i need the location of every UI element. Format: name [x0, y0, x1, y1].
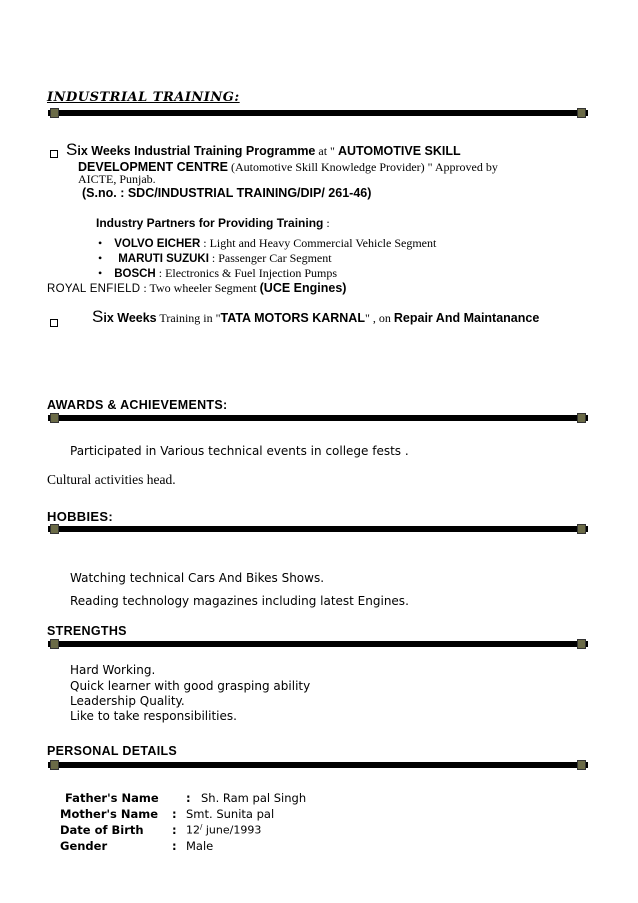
- industrial-training-heading: INDUSTRIAL TRAINING:: [47, 90, 240, 105]
- section-divider: [48, 415, 588, 421]
- training-item-2: Six Weeks Training in "TATA MOTORS KARNAL" , on Repair And Maintanance: [92, 307, 540, 326]
- personal-label-dob: Date of Birth: [60, 823, 144, 837]
- personal-colon: :: [172, 823, 177, 837]
- awards-heading: AWARDS & ACHIEVEMENTS:: [47, 398, 228, 412]
- awards-line: Cultural activities head.: [47, 472, 176, 487]
- section-divider: [48, 762, 588, 768]
- strength-item: Leadership Quality.: [70, 694, 185, 708]
- hobby-item: Watching technical Cars And Bikes Shows.: [70, 571, 325, 585]
- partner-item-royal-enfield: ROYAL ENFIELD : Two wheeler Segment (UCE Engines): [47, 281, 347, 295]
- training-item-1-line2: DEVELOPMENT CENTRE (Automotive Skill Knowledge Provider) " Approved by: [78, 160, 498, 174]
- checkbox-bullet-icon: [50, 314, 58, 332]
- partner-item: • BOSCH : Electronics & Fuel Injection Pumps: [98, 266, 338, 280]
- hobby-item: Reading technology magazines including latest Engines.: [70, 594, 409, 608]
- strengths-heading: STRENGTHS: [47, 624, 127, 638]
- section-divider: [48, 526, 588, 532]
- training-item-1-line1: Six Weeks Industrial Training Programme at " AUTOMOTIVE SKILL: [66, 140, 461, 159]
- strength-item: Like to take responsibilities.: [70, 709, 237, 723]
- personal-value-dob: 12/ june/1993: [186, 823, 262, 837]
- section-divider: [48, 641, 588, 647]
- personal-label-father: Father's Name: [65, 791, 159, 805]
- awards-line: Participated in Various technical events in college fests .: [70, 444, 409, 458]
- personal-value-mother: Smt. Sunita pal: [186, 807, 275, 821]
- hobbies-heading: HOBBIES:: [47, 509, 113, 524]
- personal-value-gender: Male: [186, 839, 214, 853]
- training-item-1-sno: (S.no. : SDC/INDUSTRIAL TRAINING/DIP/ 261-46): [82, 186, 372, 200]
- personal-details-heading: PERSONAL DETAILS: [47, 744, 178, 758]
- personal-label-mother: Mother's Name: [60, 807, 159, 821]
- personal-colon: :: [172, 839, 177, 853]
- personal-label-gender: Gender: [60, 839, 108, 853]
- personal-value-father: Sh. Ram pal Singh: [201, 791, 307, 805]
- industry-partners-label: Industry Partners for Providing Training :: [96, 216, 330, 230]
- checkbox-bullet-icon: [50, 145, 58, 163]
- strength-item: Quick learner with good grasping ability: [70, 679, 311, 693]
- partner-item: • MARUTI SUZUKI : Passenger Car Segment: [98, 251, 332, 265]
- section-divider: [48, 110, 588, 116]
- personal-colon: :: [186, 791, 191, 805]
- training-item-1-line3: AICTE, Punjab.: [78, 172, 156, 186]
- personal-colon: :: [172, 807, 177, 821]
- strength-item: Hard Working.: [70, 663, 156, 677]
- partner-item: • VOLVO EICHER : Light and Heavy Commercial Vehicle Segment: [98, 236, 437, 250]
